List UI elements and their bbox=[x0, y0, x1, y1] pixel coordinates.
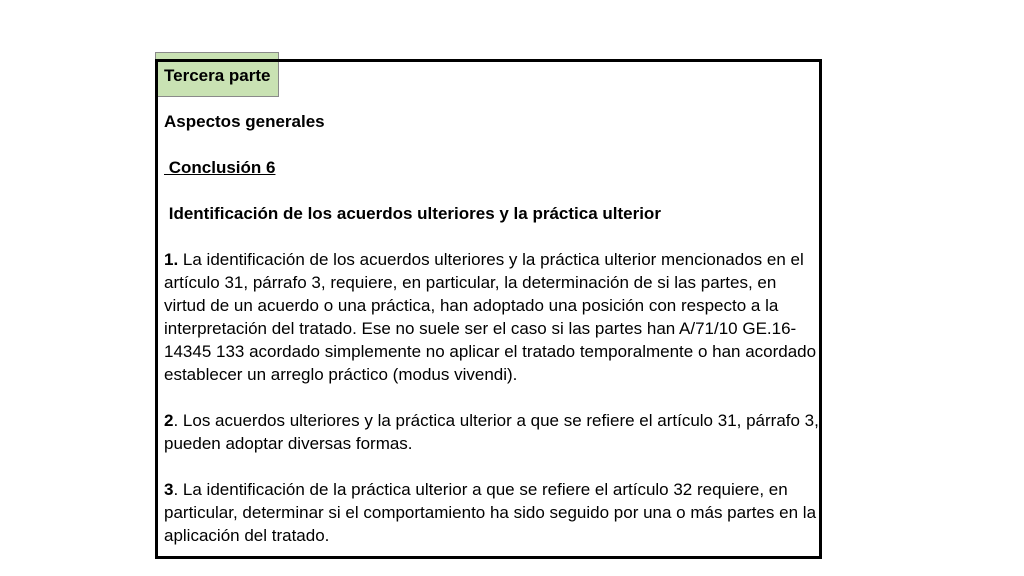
paragraph-1 bbox=[164, 248, 820, 386]
paragraph-3-text: . La identificación de la práctica ulterior a que se refiere el artículo 32 requiere, en particular, determinar si el comportamiento ha sido seguido por una o más partes en la aplicación del tratado. bbox=[164, 480, 817, 545]
paragraph-3-number: 3 bbox=[164, 480, 174, 499]
paragraph-1-text: La identificación de los acuerdos ulteriores y la práctica ulterior mencionados en el artículo 31, párrafo 3, requiere, en particular, la determinación de si las partes, en virtud de un acuerdo o una práctica, han adoptado una posición con respecto a la interpretación del tratado. Ese no suele ser el caso si las partes han A/71/10 GE.16-14345 133 acordado simplemente no aplicar el tratado temporalmente o han acordado establecer un arreglo práctico (modus vivendi). bbox=[164, 250, 817, 384]
part-label: Tercera parte bbox=[164, 66, 271, 85]
section-title: Aspectos generales bbox=[164, 112, 325, 131]
conclusion-title: Conclusión 6 bbox=[164, 158, 276, 177]
paragraph-3 bbox=[164, 478, 820, 547]
paragraph-2 bbox=[164, 409, 820, 455]
paragraph-2-text: . Los acuerdos ulteriores y la práctica ulterior a que se refiere el artículo 31, párrafo 3, pueden adoptar diversas formas. bbox=[164, 411, 819, 453]
document-content bbox=[164, 64, 820, 547]
paragraph-1-number: 1. bbox=[164, 250, 179, 269]
conclusion-heading: Identificación de los acuerdos ulteriores y la práctica ulterior bbox=[164, 204, 661, 223]
paragraph-2-number: 2 bbox=[164, 411, 174, 430]
